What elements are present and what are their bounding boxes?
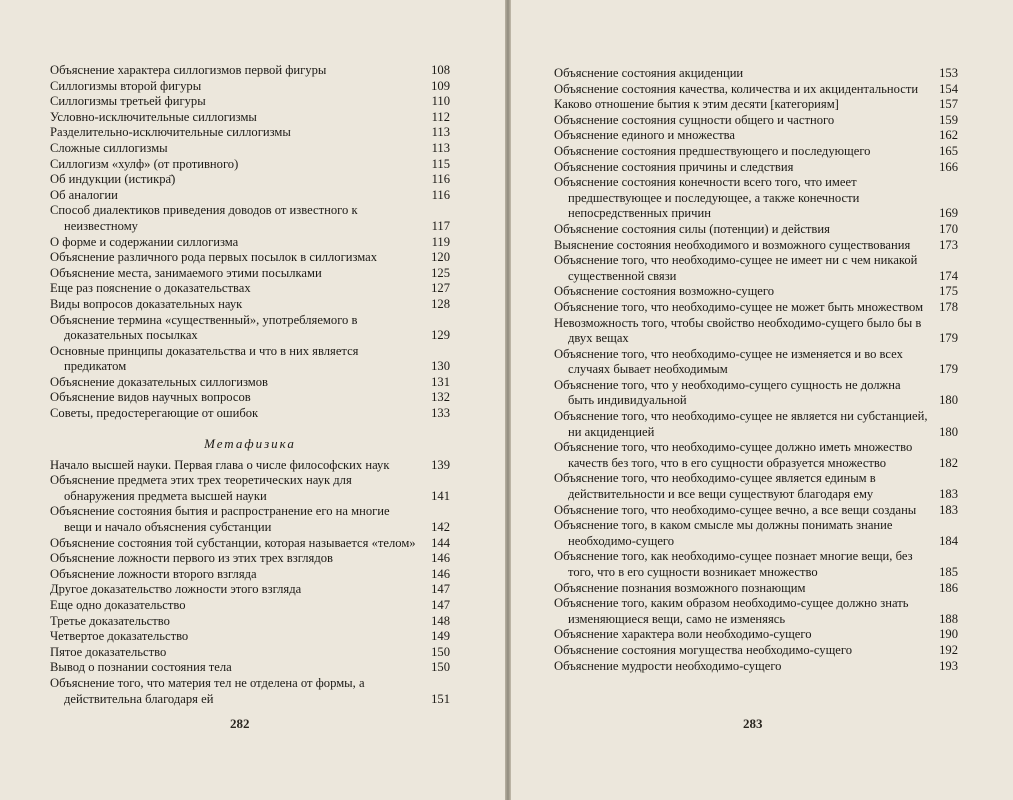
- toc-entry-title: Объяснение ложности первого из этих трех взглядов: [50, 551, 333, 566]
- toc-entry: [554, 471, 958, 502]
- toc-entry-title: Объяснение состояния могущества необходимо-сущего: [554, 642, 853, 657]
- section-title-metaphysics: Метафизика: [204, 435, 296, 451]
- toc-entry: [50, 203, 450, 234]
- toc-entry-page: 148: [431, 613, 450, 628]
- toc-entry-title: Пятое доказательство: [50, 644, 167, 659]
- page-number-right: 283: [743, 716, 763, 731]
- toc-entry-title: Основные принципы доказательства и что в них является предикатом: [50, 343, 359, 374]
- toc-entry: [50, 614, 450, 630]
- toc-entry-page: 113: [431, 125, 450, 140]
- toc-entry: [554, 113, 958, 129]
- toc-entry-page: 150: [431, 644, 450, 659]
- toc-entry-title: Объяснение того, что необходимо-сущее не изменяется и во всех случаях бывает необходимым: [554, 346, 903, 377]
- toc-entry-page: 141: [431, 488, 450, 503]
- toc-entry-title: Объяснение того, каким образом необходимо-сущее должно знать изменяющиеся вещи, само не изменяясь: [554, 596, 909, 626]
- toc-entry: [554, 300, 958, 316]
- toc-entry-title: Об индукции (истикра̄): [50, 172, 176, 187]
- toc-entry-title: Объяснение того, что необходимо-сущее не имеет ни с чем никакой существенной связи: [554, 253, 918, 283]
- toc-entry-title: Начало высшей науки. Первая глава о числе философских наук: [50, 457, 390, 472]
- toc-entry-title: Еще одно доказательство: [50, 598, 186, 612]
- toc-entry-page: 116: [431, 172, 450, 187]
- toc-entry-title: Советы, предостерегающие от ошибок: [50, 406, 259, 421]
- toc-entry-page: 131: [431, 374, 450, 389]
- toc-entry-title: Объяснение состояния сущности общего и частного: [554, 112, 835, 127]
- toc-entry-page: 170: [939, 221, 958, 236]
- toc-entry-title: Объяснение единого и множества: [554, 128, 736, 143]
- toc-entry-page: 151: [431, 691, 450, 706]
- toc-entry-title: Объяснение характера воли необходимо-сущего: [554, 627, 812, 642]
- toc-entry-page: 180: [939, 424, 958, 439]
- toc-entry-page: 190: [939, 627, 958, 642]
- toc-entry: [554, 643, 958, 659]
- toc-entry: [554, 316, 958, 347]
- toc-entry: [554, 549, 958, 580]
- toc-entry-page: 142: [431, 520, 450, 535]
- toc-entry-page: 133: [431, 406, 450, 421]
- toc-entry-title: Объяснение различного рода первых посылок в силлогизмах: [50, 250, 378, 265]
- toc-entry-title: О форме и содержании силлогизма: [50, 234, 239, 249]
- toc-entry: [50, 458, 450, 474]
- toc-entry: [50, 536, 450, 552]
- toc-entry: [50, 504, 450, 535]
- toc-entry-page: 165: [939, 143, 958, 158]
- toc-entry-page: 169: [939, 206, 958, 221]
- toc-entry-title: Разделительно-исключительные силлогизмы: [50, 125, 291, 140]
- toc-entry-page: 166: [939, 159, 958, 174]
- toc-entry-page: 185: [939, 565, 958, 579]
- toc-entry: [50, 266, 450, 282]
- toc-entry-title: Объяснение того, что необходимо-сущее не является ни субстанцией, ни акциденцией: [554, 409, 928, 439]
- toc-entry: [50, 660, 450, 676]
- toc-entry-title: Сложные силлогизмы: [50, 140, 168, 155]
- toc-entry: [50, 676, 450, 707]
- toc-entry-page: 110: [431, 94, 450, 109]
- toc-list-metaphysics: [50, 458, 450, 708]
- toc-entry-title: Объяснение состояния конечности всего того, что имеет предшествующее и последующее, а также конечности непосредственных причин: [554, 175, 860, 221]
- toc-entry-page: 144: [431, 535, 450, 550]
- toc-entry-page: 182: [939, 455, 958, 470]
- toc-entry-page: 179: [939, 362, 958, 377]
- toc-entry-title: Объяснение состояния предшествующего и последующего: [554, 143, 871, 158]
- toc-entry-page: 116: [431, 187, 450, 202]
- toc-entry: [50, 63, 450, 79]
- toc-entry-title: Объяснение того, в каком смысле мы должны понимать знание необходимо-сущего: [554, 518, 893, 548]
- toc-entry-page: 184: [939, 533, 958, 548]
- toc-entry: [554, 409, 958, 440]
- toc-entry: [50, 551, 450, 567]
- toc-entry: [50, 598, 450, 614]
- toc-entry: [50, 141, 450, 157]
- toc-entry: [554, 222, 958, 238]
- toc-entry: [554, 659, 958, 675]
- toc-entry: [50, 250, 450, 266]
- toc-entry: [554, 82, 958, 98]
- toc-entry: [50, 390, 450, 406]
- toc-entry-page: 120: [431, 250, 450, 265]
- toc-entry: [50, 313, 450, 344]
- toc-entry-page: 180: [939, 393, 958, 408]
- toc-entry-title: Невозможность того, чтобы свойство необходимо-сущего было бы в двух вещах: [554, 315, 922, 346]
- toc-entry: [554, 347, 958, 378]
- toc-entry: [554, 160, 958, 176]
- left-page: [0, 0, 505, 800]
- toc-entry-title: Третье доказательство: [50, 613, 170, 628]
- toc-entry: [50, 235, 450, 251]
- toc-entry-page: 147: [431, 598, 450, 612]
- page-number-left: 282: [230, 716, 250, 731]
- toc-entry-title: Объяснение места, занимаемого этими посылками: [50, 265, 322, 280]
- toc-entry-title: Объяснение термина «существенный», употребляемого в доказательных посылках: [50, 312, 358, 343]
- toc-entry: [50, 375, 450, 391]
- toc-entry-page: 119: [431, 234, 450, 249]
- toc-entry-title: Объяснение характера силлогизмов первой фигуры: [50, 63, 327, 77]
- toc-entry: [554, 253, 958, 284]
- toc-entry: [50, 629, 450, 645]
- toc-entry-title: Виды вопросов доказательных наук: [50, 296, 243, 311]
- toc-entry: [50, 172, 450, 188]
- toc-entry: [554, 128, 958, 144]
- toc-entry-title: Объяснение того, что необходимо-сущее не может быть множеством: [554, 299, 924, 314]
- toc-entry-title: Объяснение мудрости необходимо-сущего: [554, 658, 782, 673]
- toc-entry: [554, 440, 958, 471]
- toc-entry-page: 112: [431, 109, 450, 124]
- toc-entry-title: Объяснение того, что материя тел не отделена от формы, а действительна благодаря ей: [50, 675, 365, 706]
- toc-entry-page: 139: [431, 457, 450, 472]
- toc-list-metaphysics-cont: [554, 66, 958, 674]
- toc-entry-title: Объяснение состояния акциденции: [554, 66, 744, 80]
- toc-entry-page: 154: [939, 81, 958, 96]
- toc-entry: [554, 503, 958, 519]
- toc-entry-page: 109: [431, 78, 450, 93]
- toc-entry: [50, 645, 450, 661]
- toc-entry-page: 113: [431, 140, 450, 155]
- toc-entry: [50, 406, 450, 422]
- toc-entry-page: 175: [939, 284, 958, 299]
- toc-entry-page: 159: [939, 112, 958, 127]
- toc-entry-page: 127: [431, 281, 450, 296]
- toc-entry-page: 149: [431, 629, 450, 644]
- toc-entry: [50, 281, 450, 297]
- toc-entry-title: Еще раз пояснение о доказательствах: [50, 281, 251, 296]
- toc-entry-title: Объяснение того, как необходимо-сущее познает многие вещи, без того, что в его сущности возникает множество: [554, 549, 913, 579]
- toc-entry: [554, 581, 958, 597]
- toc-entry-title: Объяснение состояния той субстанции, которая называется «телом»: [50, 535, 416, 550]
- toc-entry-title: Объяснение видов научных вопросов: [50, 390, 251, 405]
- toc-entry: [554, 627, 958, 643]
- toc-entry-title: Объяснение состояния причины и следствия: [554, 159, 794, 174]
- toc-entry: [50, 344, 450, 375]
- toc-entry-page: 188: [939, 611, 958, 626]
- toc-entry: [50, 79, 450, 95]
- toc-entry-page: 173: [939, 237, 958, 252]
- toc-entry-title: Объяснение того, что необходимо-сущее должно иметь множество качеств без того, что в его сущности образуется множество: [554, 440, 913, 470]
- toc-entry-title: Объяснение ложности второго взгляда: [50, 566, 257, 581]
- toc-entry-title: Объяснение состояния качества, количества и их акцидентальности: [554, 81, 919, 96]
- toc-entry-page: 153: [939, 66, 958, 80]
- toc-entry-title: Объяснение того, что у необходимо-сущего сущность не должна быть индивидуальной: [554, 377, 901, 408]
- toc-entry-page: 128: [431, 296, 450, 311]
- toc-entry: [554, 378, 958, 409]
- toc-entry-page: 183: [939, 487, 958, 502]
- toc-entry: [554, 66, 958, 82]
- toc-entry: [50, 110, 450, 126]
- toc-entry-page: 130: [431, 359, 450, 374]
- toc-entry: [50, 188, 450, 204]
- toc-entry-page: 146: [431, 566, 450, 581]
- toc-entry-title: Об аналогии: [50, 187, 118, 202]
- toc-entry-title: Условно-исключительные силлогизмы: [50, 109, 257, 124]
- toc-entry-title: Силлогизм «хулф» (от противного): [50, 156, 239, 171]
- toc-entry-title: Объяснение предмета этих трех теоретических наук для обнаружения предмета высшей науки: [50, 473, 352, 503]
- toc-entry-page: 162: [939, 128, 958, 143]
- toc-entry-title: Объяснение того, что необходимо-сущее вечно, а все вещи созданы: [554, 502, 917, 517]
- toc-entry-title: Объяснение доказательных силлогизмов: [50, 374, 268, 389]
- toc-entry-page: 183: [939, 502, 958, 517]
- toc-entry-page: 115: [431, 156, 450, 171]
- toc-entry-title: Объяснение того, что необходимо-сущее является единым в действительности и все вещи существуют благодаря ему: [554, 471, 876, 502]
- toc-entry-title: Объяснение познания возможного познающим: [554, 580, 806, 595]
- toc-entry-title: Вывод о познании состояния тела: [50, 660, 232, 675]
- toc-entry-page: 157: [939, 97, 958, 112]
- toc-entry-page: 193: [939, 658, 958, 673]
- toc-entry-page: 186: [939, 580, 958, 595]
- toc-entry: [50, 567, 450, 583]
- toc-entry-title: Выяснение состояния необходимого и возможного существования: [554, 237, 911, 252]
- toc-entry-title: Объяснение состояния возможно-сущего: [554, 284, 775, 299]
- toc-entry-title: Каково отношение бытия к этим десяти [категориям]: [554, 97, 839, 112]
- toc-entry-page: 192: [939, 642, 958, 657]
- toc-entry: [50, 94, 450, 110]
- toc-entry-page: 150: [431, 660, 450, 675]
- toc-entry: [50, 297, 450, 313]
- toc-entry-page: 179: [939, 331, 958, 346]
- toc-entry: [50, 582, 450, 598]
- toc-entry: [50, 157, 450, 173]
- toc-entry: [554, 518, 958, 549]
- toc-entry-title: Способ диалектиков приведения доводов от известного к неизвестному: [50, 203, 358, 233]
- toc-entry-page: 125: [431, 265, 450, 280]
- toc-entry-page: 117: [431, 218, 450, 233]
- toc-entry-title: Силлогизмы второй фигуры: [50, 78, 202, 93]
- toc-entry: [554, 175, 958, 222]
- toc-entry-title: Силлогизмы третьей фигуры: [50, 94, 206, 109]
- right-page: [511, 0, 1013, 800]
- toc-entry: [554, 238, 958, 254]
- toc-entry-title: Четвертое доказательство: [50, 629, 189, 644]
- toc-entry-page: 108: [431, 63, 450, 77]
- toc-entry: [50, 125, 450, 141]
- toc-entry-page: 146: [431, 551, 450, 566]
- toc-entry: [554, 144, 958, 160]
- toc-entry-page: 132: [431, 390, 450, 405]
- toc-entry: [554, 97, 958, 113]
- toc-list-logic: [50, 63, 450, 422]
- toc-entry-page: 129: [431, 328, 450, 343]
- toc-entry-page: 147: [431, 582, 450, 597]
- toc-entry-title: Объяснение состояния силы (потенции) и действия: [554, 221, 830, 236]
- toc-entry-title: Другое доказательство ложности этого взгляда: [50, 582, 302, 597]
- toc-entry-page: 178: [939, 299, 958, 314]
- toc-entry-page: 174: [939, 268, 958, 283]
- toc-entry: [50, 473, 450, 504]
- toc-entry-title: Объяснение состояния бытия и распространение его на многие вещи и начало объяснения субстанции: [50, 504, 390, 535]
- toc-entry: [554, 284, 958, 300]
- toc-entry: [554, 596, 958, 627]
